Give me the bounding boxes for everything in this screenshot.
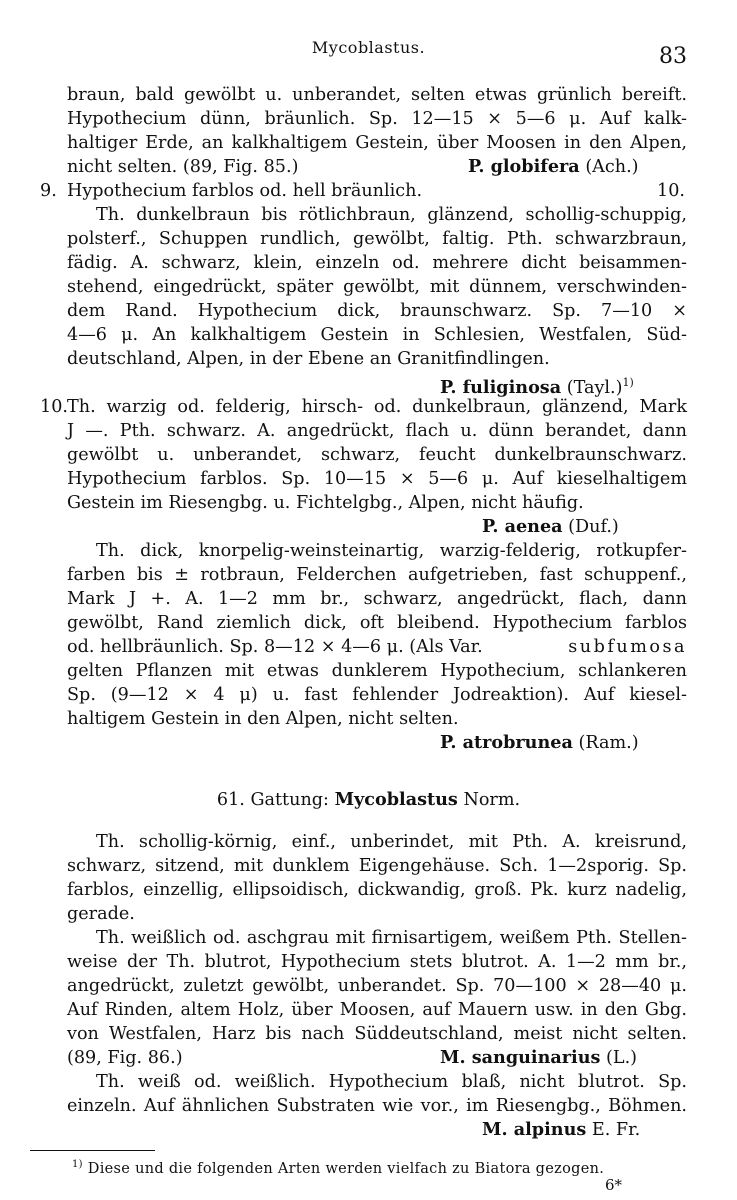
species-author: (Ram.) <box>578 733 639 753</box>
text-line: Gestein im Riesengbg. u. Fichtelgbg., Alpen, nicht häufig. <box>67 493 584 513</box>
species-name: P. aenea <box>482 516 563 537</box>
text-line: schwarz, sitzend, mit dunklem Eigengehäuse. Sch. 1—2sporig. Sp. <box>67 856 687 876</box>
couplet-number: 9. <box>40 181 57 201</box>
running-title: Mycoblastus. <box>311 38 426 57</box>
species-name: P. fuliginosa <box>440 376 562 398</box>
text-line: fädig. A. schwarz, klein, einzeln od. mehrere dicht beisammen- <box>67 253 687 273</box>
text-line: deutschland, Alpen, in der Ebene an Granitfindlingen. <box>67 349 550 369</box>
text-line: von Westfalen, Harz bis nach Süddeutschland, meist nicht selten. <box>67 1024 687 1044</box>
text-line: (89, Fig. 86.) <box>67 1048 183 1068</box>
text-line: J —. Pth. schwarz. A. angedrückt, flach u. dünn berandet, dann <box>67 421 687 441</box>
text-line: farblos, einzellig, ellipsoidisch, dickwandig, groß. Pk. kurz nadelig, <box>67 880 687 900</box>
couplet-reference: 10. <box>657 181 685 201</box>
species-author: E. Fr. <box>591 1120 641 1140</box>
species-author: (Ach.) <box>585 157 639 177</box>
signature-mark: 6* <box>604 1176 622 1194</box>
species-line-aenea <box>482 515 692 539</box>
species-author: (Duf.) <box>568 517 619 537</box>
genus-name: Mycoblastus <box>334 789 458 810</box>
text-line: Hypothecium dünn, bräunlich. Sp. 12—15 × 5—6 μ. Auf kalk- <box>67 109 687 129</box>
species-author: (L.) <box>606 1048 638 1068</box>
species-line-sanguinarius <box>440 1046 690 1070</box>
text-line: farben bis ± rotbraun, Felderchen aufgetrieben, fast schuppenf., <box>67 565 687 585</box>
text-line: Hypothecium farblos od. hell bräunlich. <box>67 181 423 201</box>
species-line-atrobrunea <box>440 731 690 755</box>
text-line: weise der Th. blutrot, Hypothecium stets blutrot. A. 1—2 mm br., <box>67 952 687 972</box>
text-line: Th. weiß od. weißlich. Hypothecium blaß, nicht blutrot. Sp. <box>96 1072 687 1092</box>
text-line: Th. dunkelbraun bis rötlichbraun, glänzend, schollig-schuppig, <box>96 205 687 225</box>
species-name: M. sanguinarius <box>440 1047 601 1068</box>
text-line: od. hellbräunlich. Sp. 8—12 × 4—6 μ. (Als Var. <box>67 637 483 657</box>
text-line: angedrückt, zuletzt gewölbt, unberandet. Sp. 70—100 × 28—40 μ. <box>67 976 687 996</box>
species-line-globifera <box>468 155 688 179</box>
footnote <box>72 1155 604 1179</box>
text-line: haltigem Gestein in den Alpen, nicht selten. <box>67 709 459 729</box>
text-line: Hypothecium farblos. Sp. 10—15 × 5—6 μ. Auf kieselhaltigem <box>67 469 687 489</box>
species-author: (Tayl.) <box>566 377 623 398</box>
text-line: nicht selten. (89, Fig. 85.) <box>67 157 299 177</box>
couplet-number: 10. <box>40 397 68 417</box>
text-line: Mark J +. A. 1—2 mm br., schwarz, angedrückt, flach, dann <box>67 589 687 609</box>
text-line: polsterf., Schuppen rundlich, gewölbt, faltig. Pth. schwarzbraun, <box>67 229 687 249</box>
text-line: gelten Pflanzen mit etwas dunklerem Hypothecium, schlankeren <box>67 661 687 681</box>
text-line: haltiger Erde, an kalkhaltigem Gestein, über Moosen in den Alpen, <box>67 133 687 153</box>
species-line-alpinus <box>482 1118 692 1142</box>
text-line: stehend, eingedrückt, später gewölbt, mit dünnem, verschwinden- <box>67 277 687 297</box>
text-line: dem Rand. Hypothecium dick, braunschwarz. Sp. 7—10 × <box>67 301 687 321</box>
text-line: 4—6 μ. An kalkhaltigem Gestein in Schlesien, Westfalen, Süd- <box>67 325 687 345</box>
text-line: Sp. (9—12 × 4 μ) u. fast fehlender Jodreaktion). Auf kiesel- <box>67 685 687 705</box>
species-name: M. alpinus <box>482 1119 587 1140</box>
text-line: gerade. <box>67 904 135 924</box>
text-line: braun, bald gewölbt u. unberandet, selten etwas grünlich bereift. <box>67 85 687 105</box>
genus-heading <box>0 788 737 812</box>
text-line: Th. weißlich od. aschgrau mit firnisartigem, weißem Pth. Stellen- <box>96 928 687 948</box>
text-line: Th. schollig-körnig, einf., unberindet, mit Pth. A. kreisrund, <box>96 832 687 852</box>
variety-name: subfumosa <box>568 637 687 657</box>
text-line: Th. warzig od. felderig, hirsch- od. dunkelbraun, glänzend, Mark <box>67 397 687 417</box>
footnote-divider <box>30 1150 155 1151</box>
text-line: Auf Rinden, altem Holz, über Moosen, auf Mauern usw. in den Gbg. <box>67 1000 687 1020</box>
footnote-text: Diese und die folgenden Arten werden vielfach zu Biatora gezogen. <box>87 1160 605 1177</box>
footnote-ref: 1) <box>622 376 634 389</box>
species-name: P. globifera <box>468 156 580 177</box>
genus-author: Norm. <box>463 790 521 810</box>
footnote-mark: 1) <box>72 1159 83 1170</box>
genus-heading-prefix: 61. Gattung: <box>216 790 329 810</box>
text-line: Th. dick, knorpelig-weinsteinartig, warzig-felderig, rotkupfer- <box>96 541 687 561</box>
text-line: gewölbt u. unberandet, schwarz, feucht dunkelbraunschwarz. <box>67 445 687 465</box>
text-line: einzeln. Auf ähnlichen Substraten wie vor., im Riesengbg., Böhmen. <box>67 1096 687 1116</box>
species-name: P. atrobrunea <box>440 732 573 753</box>
text-line: gewölbt, Rand ziemlich dick, oft bleibend. Hypothecium farblos <box>67 613 687 633</box>
page-number: 83 <box>659 44 687 69</box>
